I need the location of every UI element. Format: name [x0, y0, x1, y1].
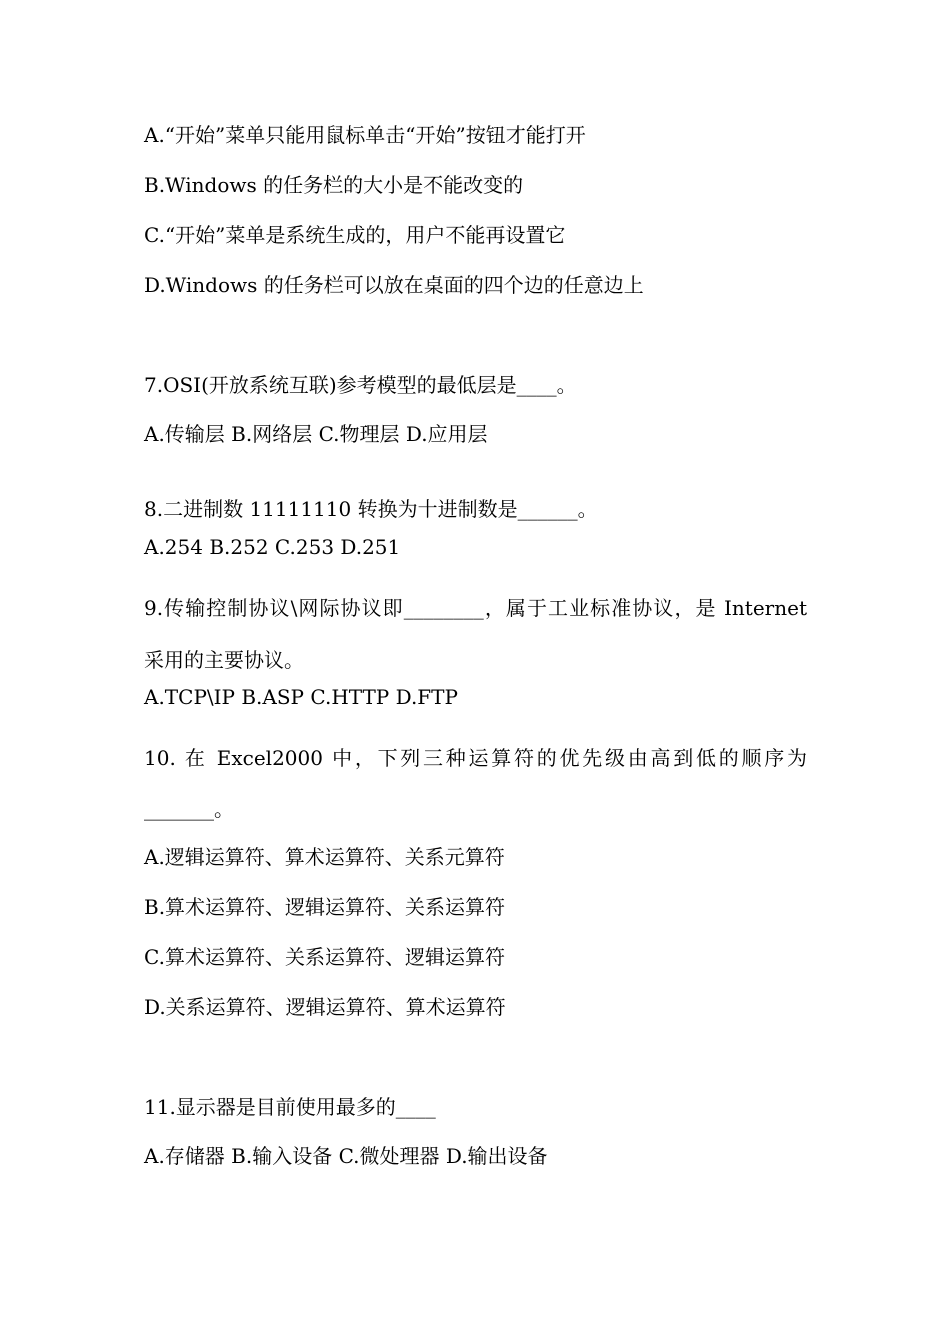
q9-stem-line2: 采用的主要协议。 — [144, 648, 304, 672]
q11-stem: 11.显示器是目前使用最多的____ — [144, 1095, 436, 1119]
q10-option-b: B.算术运算符、逻辑运算符、关系运算符 — [144, 895, 506, 919]
q10-stem-line2: _______。 — [144, 797, 234, 821]
q6-option-b: B.Windows 的任务栏的大小是不能改变的 — [144, 173, 524, 197]
q8-stem: 8.二进制数 11111110 转换为十进制数是______。 — [144, 497, 598, 521]
q10-option-a: A.逻辑运算符、算术运算符、关系元算符 — [144, 845, 505, 869]
q6-option-a: A.“开始”菜单只能用鼠标单击“开始”按钮才能打开 — [144, 123, 586, 147]
q11-options: A.存储器 B.输入设备 C.微处理器 D.输出设备 — [144, 1144, 548, 1168]
q8-options: A.254 B.252 C.253 D.251 — [144, 535, 401, 559]
q10-option-d: D.关系运算符、逻辑运算符、算术运算符 — [144, 995, 506, 1019]
q10-stem-line1: 10. 在 Excel2000 中，下列三种运算符的优先级由高到低的顺序为 — [144, 746, 807, 770]
q7-options: A.传输层 B.网络层 C.物理层 D.应用层 — [144, 422, 488, 446]
q9-stem-line1: 9.传输控制协议\网际协议即________，属于工业标准协议，是 Internet — [144, 596, 807, 620]
q10-option-c: C.算术运算符、关系运算符、逻辑运算符 — [144, 945, 505, 969]
q9-options: A.TCP\IP B.ASP C.HTTP D.FTP — [144, 685, 458, 709]
q6-option-d: D.Windows 的任务栏可以放在桌面的四个边的任意边上 — [144, 273, 644, 297]
q6-option-c: C.“开始”菜单是系统生成的，用户不能再设置它 — [144, 223, 566, 247]
q7-stem: 7.OSI(开放系统互联)参考模型的最低层是____。 — [144, 373, 577, 397]
